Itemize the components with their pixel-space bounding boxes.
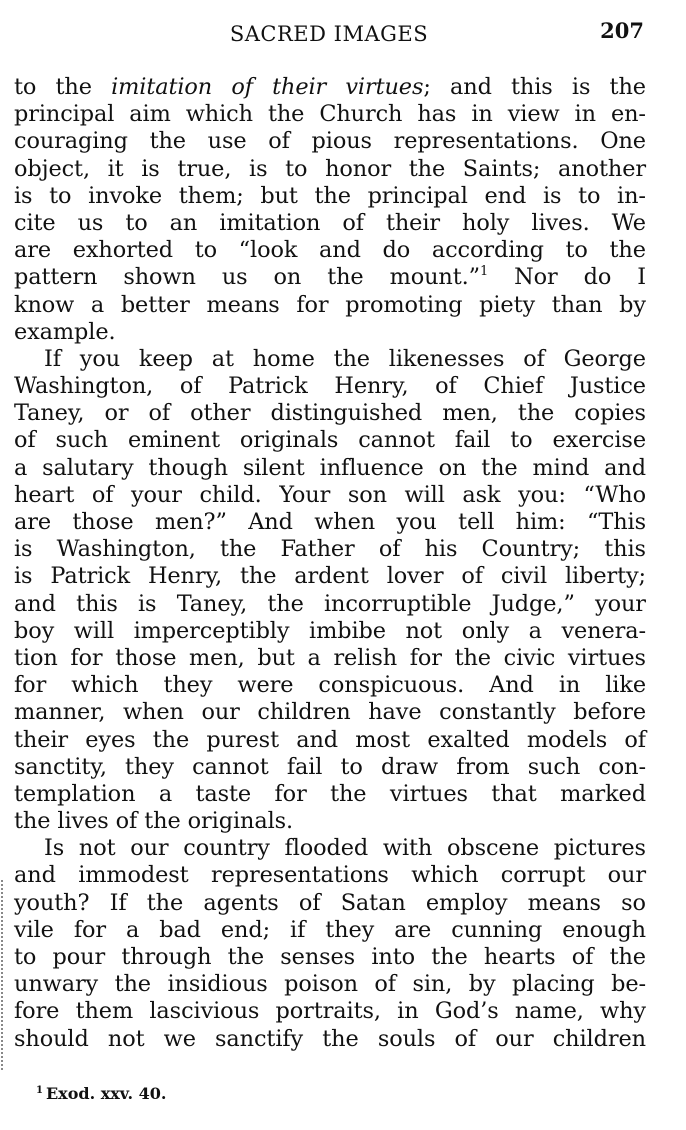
- text-line: fore them lascivious portraits, in God’s name, why: [14, 998, 646, 1025]
- footnote: [36, 1084, 166, 1103]
- page-number: 207: [600, 18, 644, 43]
- text-line: sanctity, they cannot fail to draw from such con-: [14, 753, 646, 780]
- footnote-marker: 1: [36, 1085, 43, 1096]
- text-line: principal aim which the Church has in view in en-: [14, 101, 646, 128]
- text-line: cite us to an imitation of their holy lives. We: [14, 209, 646, 236]
- text-line: If you keep at home the likenesses of George: [44, 345, 646, 372]
- text-line: and this is Taney, the incorruptible Judge,” your: [14, 590, 646, 617]
- text-line: are those men?” And when you tell him: “This: [14, 509, 646, 535]
- text-line: is Washington, the Father of his Country; this: [14, 536, 646, 563]
- footnote-text: Exod. xxv. 40.: [45, 1084, 167, 1103]
- text-line: for which they were conspicuous. And in like: [14, 672, 646, 699]
- text-line: unwary the insidious poison of sin, by placing be-: [14, 971, 646, 998]
- text-line: is Patrick Henry, the ardent lover of civil liberty;: [14, 563, 646, 590]
- text-line: to the imitation of their virtues; and this is the: [14, 74, 646, 100]
- text-line: a salutary though silent influence on the mind and: [14, 454, 646, 481]
- text-line: their eyes the purest and most exalted models of: [14, 726, 646, 753]
- text-line: the lives of the originals.: [14, 808, 294, 835]
- margin-mark: [1, 880, 6, 1070]
- text-line: Taney, or of other distinguished men, the copies: [14, 400, 646, 427]
- text-line: should not we sanctify the souls of our children: [14, 1025, 646, 1052]
- text-line: Is not our country flooded with obscene pictures: [44, 835, 646, 862]
- text-line: and immodest representations which corrupt our: [14, 862, 646, 889]
- text-line: templation a taste for the virtues that marked: [14, 780, 646, 807]
- text-line: Washington, of Patrick Henry, of Chief Justice: [14, 373, 646, 400]
- text-line: object, it is true, is to honor the Saints; another: [14, 155, 646, 182]
- text-line: manner, when our children have constantly before: [14, 699, 646, 726]
- text-line: heart of your child. Your son will ask you: “Who: [14, 481, 646, 508]
- text-line: to pour through the senses into the hearts of the: [14, 944, 646, 970]
- running-title: SACRED IMAGES: [229, 22, 429, 46]
- text-line: know a better means for promoting piety than by: [14, 291, 646, 318]
- text-line: pattern shown us on the mount.”$^1$ Nor do I: [14, 264, 646, 291]
- page-header: [14, 18, 644, 52]
- text-line: couraging the use of pious representations. One: [14, 128, 646, 155]
- text-line: youth? If the agents of Satan employ means so: [14, 889, 646, 916]
- text-line: are exhorted to “look and do according to the: [14, 237, 646, 264]
- text-line: of such eminent originals cannot fail to exercise: [14, 427, 646, 454]
- text-line: is to invoke them; but the principal end is to in-: [14, 182, 646, 209]
- text-line: boy will imperceptibly imbibe not only a venera-: [14, 617, 646, 644]
- text-line: example.: [14, 318, 116, 345]
- body-text: [14, 74, 646, 1053]
- text-line: tion for those men, but a relish for the civic virtues: [14, 644, 646, 671]
- text-line: vile for a bad end; if they are cunning enough: [14, 916, 646, 943]
